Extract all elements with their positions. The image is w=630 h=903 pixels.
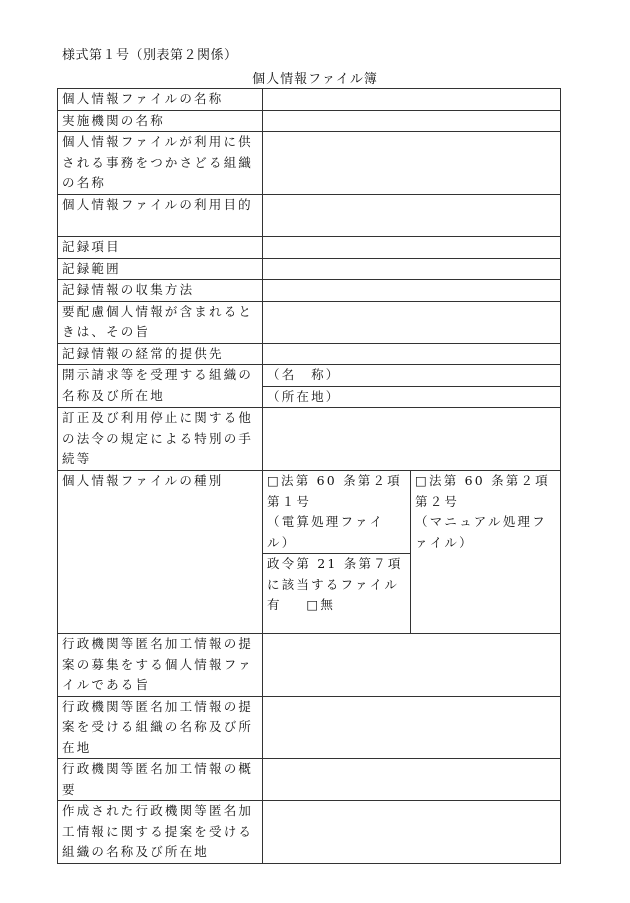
label-created-anonymized-office: 作成された行政機関等匿名加工情報に関する提案を受ける組織の名称及び所在地 bbox=[58, 801, 263, 864]
label-collection-method: 記録情報の収集方法 bbox=[58, 280, 263, 302]
checkbox-manual[interactable]: □ bbox=[415, 473, 430, 488]
label-record-scope: 記録範囲 bbox=[58, 258, 263, 280]
ordinance-text: 政令第 21 条第７項に該当するファイル bbox=[267, 556, 403, 592]
form-id: 様式第１号（別表第２関係） bbox=[62, 48, 238, 63]
value-file-name[interactable] bbox=[263, 89, 561, 111]
option-manual-sub: （マニュアル処理ファイル） bbox=[415, 514, 547, 550]
value-agency-name[interactable] bbox=[263, 110, 561, 132]
label-agency-name: 実施機関の名称 bbox=[58, 110, 263, 132]
checkbox-electronic[interactable]: □ bbox=[267, 473, 282, 488]
label-disclosure-office: 開示請求等を受理する組織の名称及び所在地 bbox=[58, 365, 263, 408]
register-table bbox=[57, 88, 561, 864]
file-type-option-electronic[interactable] bbox=[263, 471, 411, 554]
value-disclosure-office-address[interactable] bbox=[263, 386, 561, 408]
value-managing-organization[interactable] bbox=[263, 132, 561, 195]
label-regular-recipients: 記録情報の経常的提供先 bbox=[58, 343, 263, 365]
value-anonymized-proposal-office[interactable] bbox=[263, 696, 561, 759]
value-disclosure-office-name[interactable] bbox=[263, 365, 561, 387]
file-type-ordinance bbox=[263, 554, 411, 634]
label-file-type: 個人情報ファイルの種別 bbox=[58, 471, 263, 634]
value-regular-recipients[interactable] bbox=[263, 343, 561, 365]
label-purpose: 個人情報ファイルの利用目的 bbox=[58, 195, 263, 237]
label-anonymized-summary: 行政機関等匿名加工情報の概要 bbox=[58, 759, 263, 801]
disclosure-address-label: （所在地） bbox=[267, 388, 341, 404]
value-purpose[interactable] bbox=[263, 195, 561, 237]
label-anonymized-proposal-office: 行政機関等匿名加工情報の提案を受ける組織の名称及び所在地 bbox=[58, 696, 263, 759]
option-electronic-text: 法第 60 条第２項第１号 bbox=[267, 473, 402, 509]
value-sensitive-info[interactable] bbox=[263, 301, 561, 343]
label-record-items: 記録項目 bbox=[58, 237, 263, 259]
value-record-items[interactable] bbox=[263, 237, 561, 259]
ordinance-no: 無 bbox=[320, 597, 336, 612]
value-collection-method[interactable] bbox=[263, 280, 561, 302]
value-special-procedures[interactable] bbox=[263, 408, 561, 471]
value-anonymized-solicitation[interactable] bbox=[263, 634, 561, 697]
ordinance-yes[interactable]: 有 bbox=[267, 597, 282, 612]
label-managing-organization: 個人情報ファイルが利用に供される事務をつかさどる組織の名称 bbox=[58, 132, 263, 195]
label-special-procedures: 訂正及び利用停止に関する他の法令の規定による特別の手続等 bbox=[58, 408, 263, 471]
value-created-anonymized-office[interactable] bbox=[263, 801, 561, 864]
disclosure-name-label: （名 称） bbox=[267, 367, 341, 382]
value-anonymized-summary[interactable] bbox=[263, 759, 561, 801]
value-record-scope[interactable] bbox=[263, 258, 561, 280]
label-file-name: 個人情報ファイルの名称 bbox=[58, 89, 263, 111]
option-manual-text: 法第 60 条第２項第２号 bbox=[415, 473, 550, 509]
option-electronic-sub: （電算処理ファイル） bbox=[267, 514, 385, 550]
label-sensitive-info: 要配慮個人情報が含まれるときは、その旨 bbox=[58, 301, 263, 343]
label-anonymized-solicitation: 行政機関等匿名加工情報の提案の募集をする個人情報ファイルである旨 bbox=[58, 634, 263, 697]
checkbox-ordinance-no[interactable]: □ bbox=[306, 597, 321, 612]
page-title: 個人情報ファイル簿 bbox=[252, 72, 378, 87]
file-type-option-manual[interactable] bbox=[411, 471, 561, 634]
